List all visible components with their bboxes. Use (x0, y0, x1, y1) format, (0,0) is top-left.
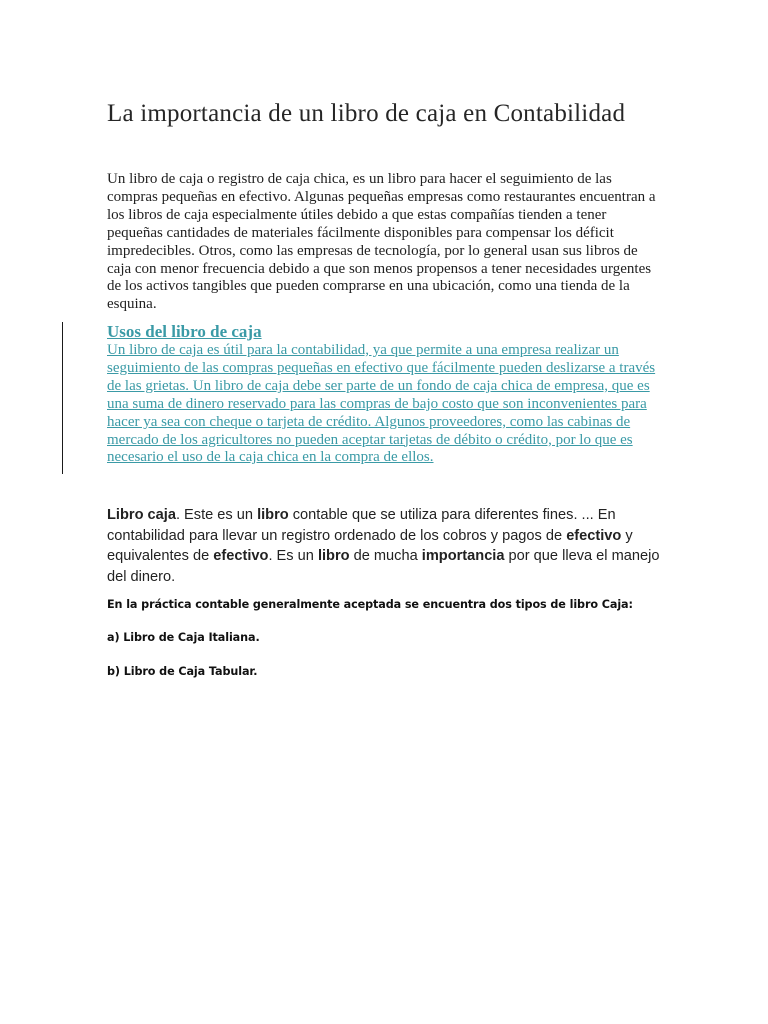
bold-term: importancia (421, 548, 505, 565)
bold-term: efectivo (213, 548, 269, 565)
tipos-intro: En la práctica contable generalmente aceptada se encuentra dos tipos de libro Caja: (107, 598, 633, 611)
change-bar (62, 322, 63, 474)
text-run: por que lleva el manejo del dinero. (107, 548, 660, 586)
tipo-a-item: a) Libro de Caja Italiana. (107, 631, 260, 644)
usos-heading-link[interactable]: Usos del libro de caja (107, 322, 262, 341)
page-title: La importancia de un libro de caja en Contabilidad (107, 100, 626, 127)
tipo-b-item: b) Libro de Caja Tabular. (107, 665, 258, 678)
libro-caja-term: Libro caja (107, 507, 176, 523)
intro-paragraph: Un libro de caja o registro de caja chica, es un libro para hacer el seguimiento de las compras pequeñas en efectivo. Algunas pequeñas empresas como restaurantes encuentran a los libros de caja especialmente útiles debido a que estas compañías tienden a tener pequeñas cantidades de materiales fácilmente disponibles para compensar los déficit impredecibles. Otros, como las empresas de tecnología, por lo general usan sus libros de caja con menor frecuencia debido a que son menos propensos a tener necesidades urgentes de los activos tangibles que pueden comprarse en una ubicación, como una tienda de la esquina. (107, 171, 656, 313)
bold-term: libro (317, 548, 350, 565)
text-run: y equivalentes de (107, 527, 633, 565)
usos-body-link[interactable]: Un libro de caja es útil para la contabilidad, ya que permite a una empresa realizar un seguimiento de las compras pequeñas en efectivo que fácilmente pueden deslizarse a través de las grietas. Un libro de caja debe ser parte de un fondo de caja chica de empresa, que es una suma de dinero reservado para las compras de bajo costo que son inconvenientes para hacer ya sea con cheque o tarjeta de crédito. Algunos proveedores, como las cabinas de mercado de los agricultores no pueden aceptar tarjetas de débito o crédito, por lo que es necesario el uso de la caja chica en la compra de ellos. (107, 342, 656, 466)
bold-term: efectivo (566, 527, 622, 544)
text-run: contable que se utiliza para diferentes fines. ... En contabilidad para llevar un registro ordenado de los cobros y pagos de (107, 507, 616, 544)
text-run: de mucha (349, 548, 422, 565)
text-run: . Este es un (175, 507, 258, 523)
libro-caja-paragraph (107, 505, 667, 588)
text-run: . Es un (268, 548, 318, 565)
bold-term: libro (257, 507, 289, 523)
